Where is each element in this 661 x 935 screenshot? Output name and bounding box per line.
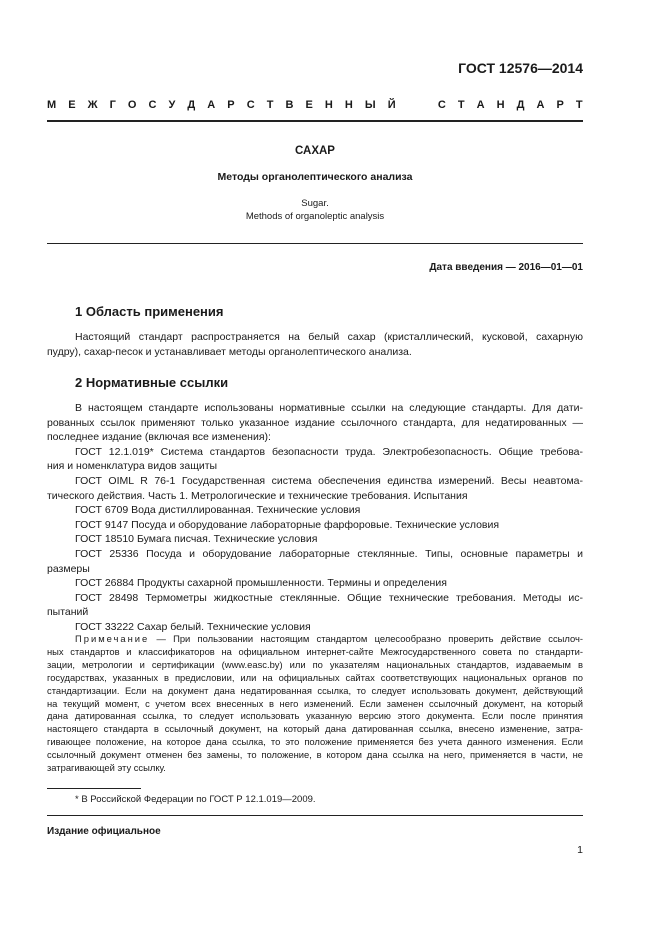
footer-divider (47, 815, 583, 816)
footnote-divider (47, 788, 141, 789)
banner-gap (423, 99, 426, 111)
interstate-standard-banner (47, 99, 583, 111)
text-line: последнее издание (включая все изменения): (47, 431, 271, 444)
footnote: * В Российской Федерации по ГОСТ Р 12.1.019—2009. (75, 794, 316, 805)
banner-letter: Е (305, 99, 313, 111)
text-line: пудру), сахар-песок и устанавливает методы органолептического анализа. (47, 345, 412, 358)
note-line: стандартизации. Если на документ дана недатированная ссылка, то следует использовать документ, действующий (47, 684, 583, 696)
text-line: В настоящем стандарте использованы нормативные ссылки на следующие стандарты. Для дати- (75, 402, 583, 414)
english-title (47, 197, 583, 223)
official-edition-label: Издание официальное (47, 826, 161, 837)
standard-number: ГОСТ 12576—2014 (458, 60, 583, 76)
document-title: САХАР (295, 145, 335, 157)
note-line: зации, метрологии и сертификации (www.easc.by) или по указателям национальных стандартов, издаваемым в (47, 658, 583, 670)
note-line: гивающее положение, на которое дана ссылка, то это положение применяется без учета данного изменения. Если (47, 736, 583, 748)
note-line: настоящего стандарта в ссылочный документ, на который дана датированная ссылка, внесено изменение, затра- (47, 723, 583, 735)
reference-line: ГОСТ 26884 Продукты сахарной промышленности. Термины и определения (75, 577, 447, 590)
banner-letter: Е (68, 99, 76, 111)
banner-letter: Т (266, 99, 274, 111)
banner-letter: Н (324, 99, 333, 111)
text-line: рованных ссылок применяют только указанное издание ссылочного стандарта, для недатированных — (47, 416, 583, 429)
note-line: дана датированная ссылка, то следует использовать указанную версию этого документа. Если после принятия (47, 710, 583, 722)
note-label: Примечание (75, 633, 150, 644)
banner-letter: С (148, 99, 157, 111)
banner-letter: Ж (87, 99, 98, 111)
document-subtitle: Методы органолептического анализа (217, 171, 413, 183)
reference-line: тического действия. Часть 1. Метрологические и технические требования. Испытания (47, 489, 468, 502)
reference-line: ГОСТ 6709 Вода дистиллированная. Технические условия (75, 504, 361, 517)
note-line: затрагивающей эту ссылку. (47, 762, 166, 774)
reference-line: ГОСТ 12.1.019* Система стандартов безопасности труда. Электробезопасность. Общие требова- (75, 445, 583, 458)
note-line: на текущий момент, с учетом всех внесенных в него изменений. Если заменен ссылочный документ, на который (47, 697, 583, 709)
english-title-line: Sugar. (301, 198, 329, 209)
reference-line: пытаний (47, 606, 89, 619)
reference-line: ГОСТ 33222 Сахар белый. Технические условия (75, 620, 311, 633)
english-title-line: Methods of organoleptic analysis (245, 211, 385, 222)
reference-line: ГОСТ 25336 Посуда и оборудование лабораторные стеклянные. Типы, основные параметры и (75, 547, 583, 560)
section-1-text (47, 330, 583, 359)
introduction-date: Дата введения — 2016—01—01 (429, 262, 583, 273)
banner-letter: С (437, 99, 446, 111)
banner-letter: Й (387, 99, 396, 111)
note-line: ных стандартов и классификаторов на официальном интернет-сайте Межгосударственного совета по стандарти- (47, 645, 583, 657)
page-number: 1 (577, 844, 583, 856)
banner-letter: Ы (364, 99, 376, 111)
banner-letter: Н (496, 99, 505, 111)
banner-letter: Г (109, 99, 116, 111)
note-first-line (47, 633, 583, 646)
banner-letter: Д (516, 99, 525, 111)
banner-letter: Т (575, 99, 583, 111)
section-2-text (47, 401, 583, 635)
banner-letter: А (476, 99, 485, 111)
note-text: — При пользовании настоящим стандартом целесообразно проверить действие ссылоч- (156, 633, 583, 644)
banner-letter: Р (227, 99, 235, 111)
banner-letter: С (246, 99, 255, 111)
title-divider (47, 243, 583, 244)
reference-line: ГОСТ 28498 Термометры жидкостные стеклянные. Общие технические требования. Методы ис- (75, 591, 583, 604)
section-1-heading: 1 Область применения (75, 304, 224, 319)
text-line: Настоящий стандарт распространяется на белый сахар (кристаллический, кусковой, сахарную (75, 331, 583, 343)
header-divider (47, 120, 583, 122)
banner-letter: Д (187, 99, 196, 111)
reference-line: размеры (47, 562, 90, 575)
note-line: государствах, указанных в предисловии, или на официальных сайтах соответствующих национальных органов по (47, 671, 583, 683)
note-block (47, 633, 583, 775)
reference-line: ГОСТ 18510 Бумага писчая. Технические условия (75, 533, 318, 546)
banner-letter: А (536, 99, 545, 111)
reference-line: ГОСТ 9147 Посуда и оборудование лабораторные фарфоровые. Технические условия (75, 518, 500, 531)
banner-letter: Т (457, 99, 465, 111)
banner-gap (408, 99, 411, 111)
banner-letter: О (127, 99, 137, 111)
reference-line: ния и номенклатура видов защиты (47, 460, 218, 473)
banner-letter: М (47, 99, 57, 111)
banner-letter: У (168, 99, 176, 111)
section-2-heading: 2 Нормативные ссылки (75, 375, 229, 390)
banner-letter: А (207, 99, 216, 111)
banner-letter: В (285, 99, 294, 111)
banner-letter: Н (344, 99, 353, 111)
note-line: ссылочный документ отменен без замены, то положение, в котором дана ссылка на него, применяется в части, не (47, 749, 583, 761)
banner-letter: Р (556, 99, 564, 111)
reference-line: ГОСТ OIML R 76-1 Государственная система обеспечения единства измерений. Весы неавтома- (75, 474, 583, 487)
